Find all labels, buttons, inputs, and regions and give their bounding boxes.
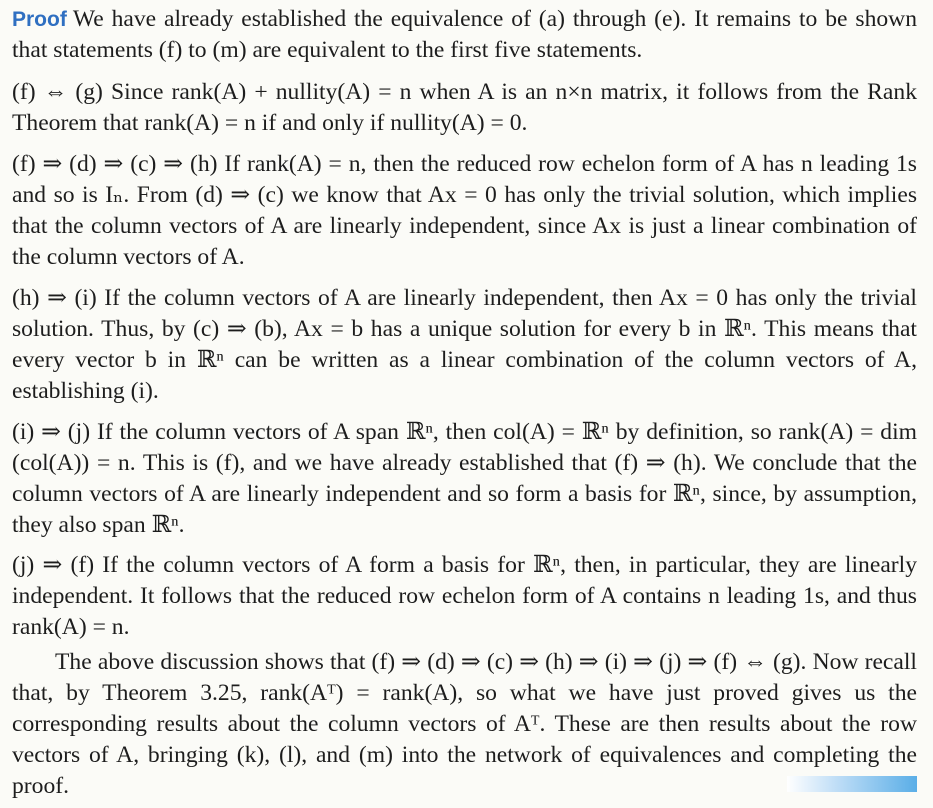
proof-paragraph-conclusion: The above discussion shows that (f) ⇒ (d) ⇒ (c) ⇒ (h) ⇒ (i) ⇒ (j) ⇒ (f) ⇔ (g). Now recall that, by Theorem 3.25, rank(Aᵀ) = rank(A), so what we have just proved gives us the corresponding results about the column vectors of Aᵀ. These are then results about the row vectors of A, bringing (k), (l), and (m) into the network of equivalences and completing the proof. — [12, 649, 917, 799]
proof-paragraph-j-f: (j) ⇒ (f) If the column vectors of A form a basis for ℝⁿ, then, in particular, they are linearly independent. It follows that the reduced row echelon form of A contains n leading 1s, and thus rank(A) = n. — [12, 552, 917, 640]
proof-paragraph-f-d-c-h: (f) ⇒ (d) ⇒ (c) ⇒ (h) If rank(A) = n, then the reduced row echelon form of A has n leading 1s and so is Iₙ. From (d) ⇒ (c) we know that Ax = 0 has only the trivial solution, which implies that the column vectors of A are linearly independent, since Ax is just a linear combination of the column vectors of A. — [12, 151, 917, 270]
proof-paragraph-f-g: (f) ⇔ (g) Since rank(A) + nullity(A) = n when A is an n×n matrix, it follows from the Rank Theorem that rank(A) = n if and only if nullity(A) = 0. — [12, 79, 917, 136]
intro-text: We have already established the equivalence of (a) through (e). It remains to be shown that statements (f) to (m) are equivalent to the first five statements. — [12, 6, 917, 63]
proof-paragraph-h-i: (h) ⇒ (i) If the column vectors of A are linearly independent, then Ax = 0 has only the trivial solution. Thus, by (c) ⇒ (b), Ax = b has a unique solution for every b in ℝⁿ. This means that every vector b in ℝⁿ can be written as a linear combination of the column vectors of A, establishing (i). — [12, 285, 917, 404]
proof-paragraph-intro — [12, 4, 917, 66]
proof-paragraph-i-j: (i) ⇒ (j) If the column vectors of A span ℝⁿ, then col(A) = ℝⁿ by definition, so rank(A) = dim (col(A)) = n. This is (f), and we have already established that (f) ⇒ (h). We conclude that the column vectors of A are linearly independent and so form a basis for ℝⁿ, since, by assumption, they also span ℝⁿ. — [12, 419, 917, 538]
proof-label: Proof — [12, 8, 67, 31]
end-of-proof-bar — [787, 776, 917, 792]
